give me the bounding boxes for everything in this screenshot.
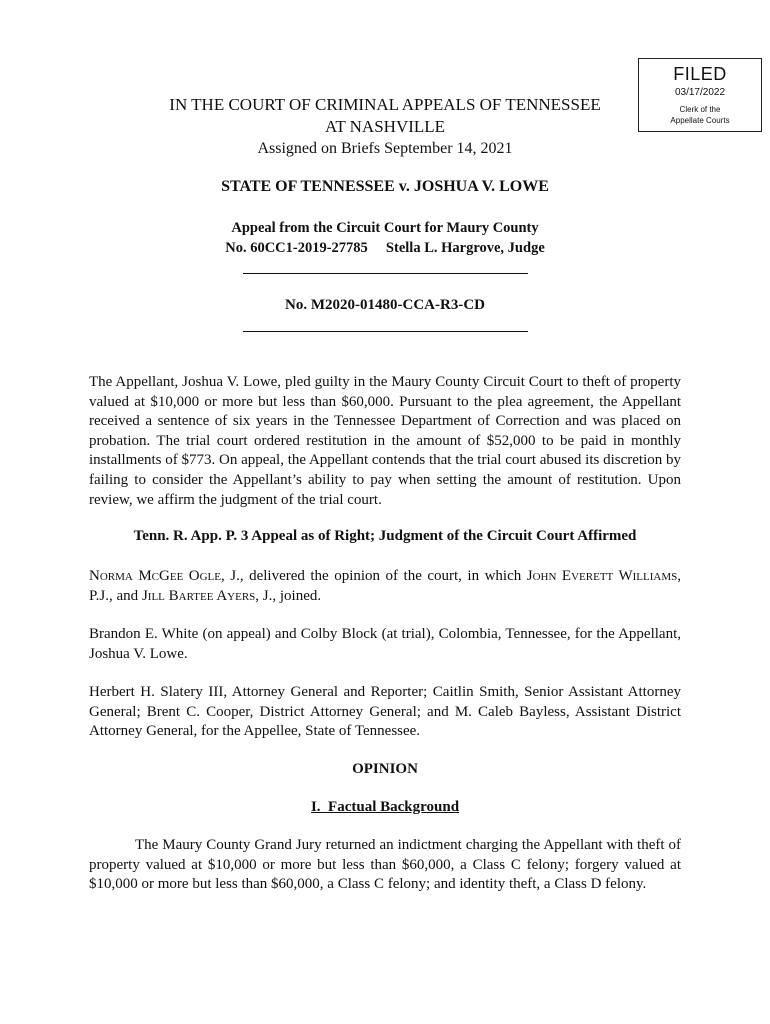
section-heading: I. Factual Background	[310, 799, 460, 815]
case-title: STATE OF TENNESSEE v. JOSHUA V. LOWE	[221, 178, 549, 195]
appeal-from-block	[0, 218, 770, 258]
divider-bottom	[243, 331, 528, 332]
filed-stamp-clerk-line1: Clerk of the	[679, 105, 721, 114]
authorship-text-2: , P.J., and	[89, 568, 681, 604]
filed-stamp-date: 03/17/2022	[674, 87, 726, 98]
assigned-date: Assigned on Briefs September 14, 2021	[257, 140, 513, 157]
counsel-appellant: Brandon E. White (on appeal) and Colby Block (at trial), Colombia, Tennessee, for the Appellant, Joshua V. Lowe.	[89, 626, 681, 662]
case-summary: The Appellant, Joshua V. Lowe, pled guilty in the Maury County Circuit Court to theft of property valued at $10,000 or more but less than $60,000. Pursuant to the plea agreement, the Appellant received a sentence of six years in the Tennessee Department of Correction and was placed on probation. The trial court ordered restitution in the amount of $52,000 to be paid in monthly installments of $773. On appeal, the Appellant contends that the trial court abused its discretion by failing to consider the Appellant’s ability to pay when setting the amount of restitution. Upon review, we affirm the judgment of the trial court.	[89, 374, 681, 508]
filed-stamp-clerk-line2: Appellate Courts	[670, 116, 730, 125]
trial-number-judge: No. 60CC1-2019-27785 Stella L. Hargrove, Judge	[225, 240, 545, 256]
authorship-text-3: , J., joined.	[255, 587, 322, 604]
court-location: AT NASHVILLE	[324, 117, 446, 136]
counsel-state: Herbert H. Slatery III, Attorney General and Reporter; Caitlin Smith, Senior Assistant Attorney General; Brent C. Cooper, District Attorney General; and M. Caleb Bayless, Assistant District Attorney General, for the Appellee, State of Tennessee.	[89, 684, 681, 740]
filed-stamp-title: FILED	[673, 64, 727, 84]
body-paragraph: The Maury County Grand Jury returned an indictment charging the Appellant with theft of property valued at $10,000 or more but less than $60,000, a Class C felony; forgery valued at $10,000 or more but less than $60,000, a Class C felony; and identity theft, a Class D felony.	[89, 837, 681, 893]
divider-top	[243, 273, 528, 274]
filed-stamp	[638, 58, 762, 132]
court-name: IN THE COURT OF CRIMINAL APPEALS OF TENNESSEE	[169, 95, 601, 114]
joining-judge-1: John Everett Williams	[526, 568, 678, 584]
docket-number: No. M2020-01480-CCA-R3-CD	[285, 297, 485, 313]
author-judge: Norma McGee Ogle	[89, 568, 221, 584]
disposition: Tenn. R. App. P. 3 Appeal as of Right; Judgment of the Circuit Court Affirmed	[133, 528, 637, 544]
authorship-text-1: , J., delivered the opinion of the court, in which	[221, 568, 527, 584]
opinion-heading: OPINION	[352, 761, 418, 777]
court-heading	[130, 94, 640, 138]
appeal-from-court: Appeal from the Circuit Court for Maury County	[231, 220, 539, 236]
joining-judge-2: Jill Bartee Ayers	[141, 587, 256, 604]
filed-stamp-clerk	[639, 104, 761, 126]
authorship-line	[89, 567, 681, 606]
